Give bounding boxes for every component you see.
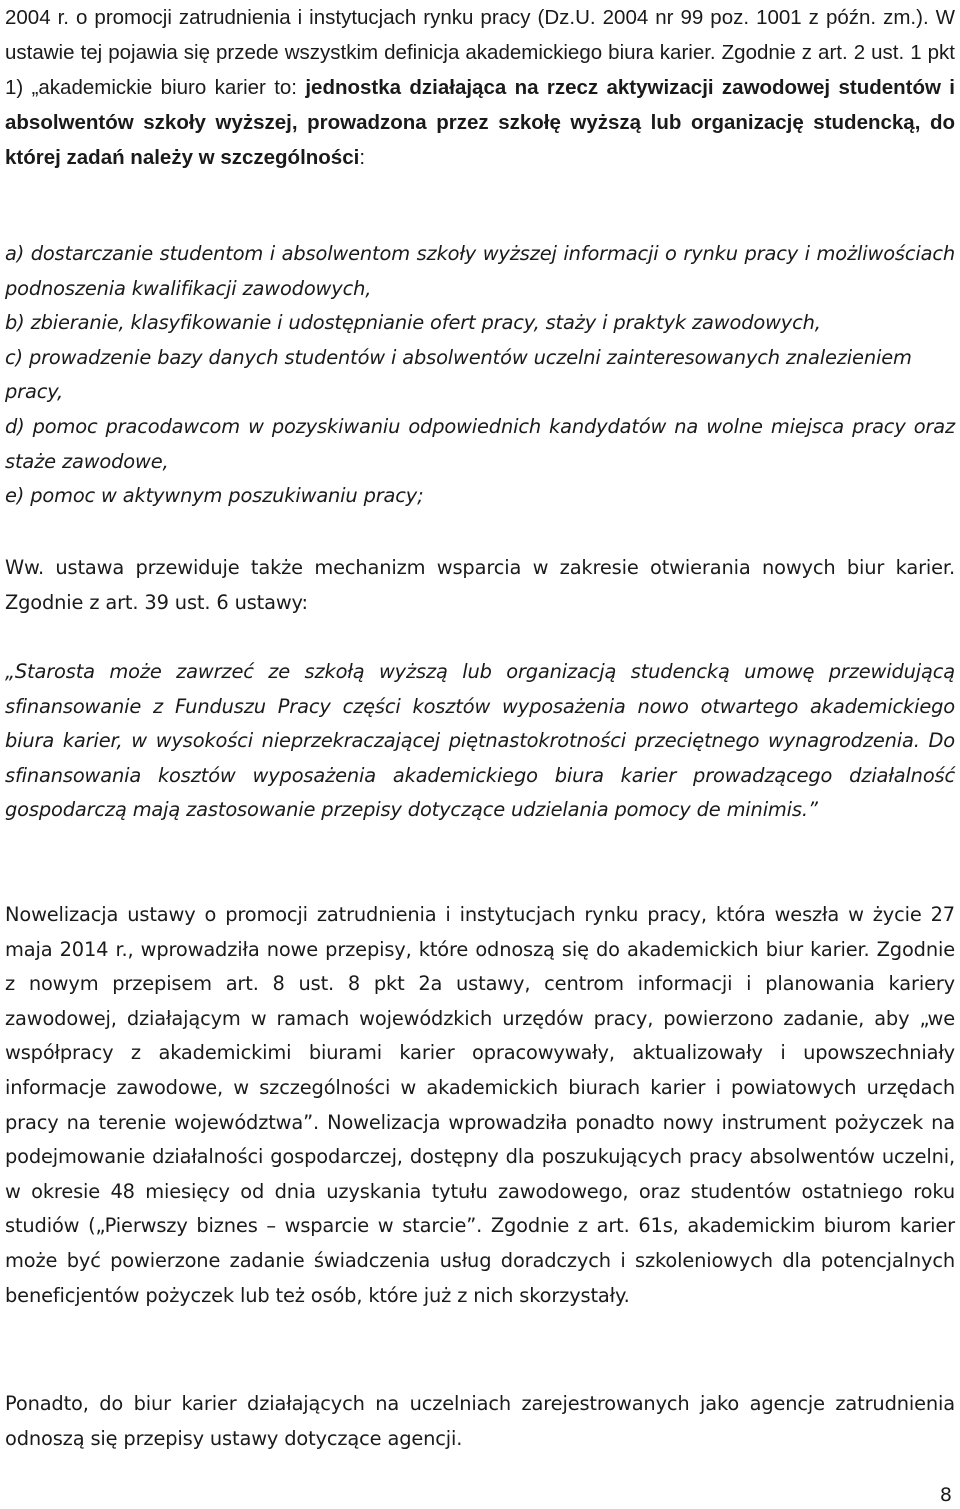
task-item-a: a) dostarczanie studentom i absolwentom szkoły wyższej informacji o rynku pracy i możliwościach podnoszenia kwalifikacji zawodowych, [5,242,955,300]
task-item-d: d) pomoc pracodawcom w pozyskiwaniu odpowiednich kandydatów na wolne miejsca pracy oraz staże zawodowe, [5,414,955,473]
quote-paragraph: „Starosta może zawrzeć ze szkołą wyższą lub organizacją studencką umowę przewidującą sfinansowanie z Funduszu Pracy części kosztów wyposażenia nowo otwartego akademickiego biura karier, w wysokości nieprzekraczającej piętnastokrotności przeciętnego wynagrodzenia. Do sfinansowania kosztów wyposażenia akademickiego biura karier prowadzącego działalność gospodarczą mają zastosowanie przepisy dotyczące udzielania pomocy de minimis.” [5,660,955,822]
task-item-b: b) zbieranie, klasyfikowanie i udostępnianie ofert pracy, staży i praktyk zawodowych, [5,311,821,335]
task-item-c: c) prowadzenie bazy danych studentów i absolwentów uczelni zainteresowanych znalezieniem pracy, [5,345,912,404]
tasks-list [5,237,955,514]
page-number: 8 [939,1484,952,1506]
amendment-paragraph: Nowelizacja ustawy o promocji zatrudnienia i instytucjach rynku pracy, która weszła w życie 27 maja 2014 r., wprowadziła nowe przepisy, które odnoszą się do akademickich biur karier. Zgodnie z nowym przepisem art. 8 ust. 8 pkt 2a ustawy, centrom informacji i planowania kariery zawodowej, działającym w ramach wojewódzkich urzędów pracy, powierzono zadanie, aby „we współpracy z akademickimi biurami karier opracowywały, aktualizowały i upowszechniały informacje zawodowe, w szczególności w akademickich biurach karier i powiatowych urzędach pracy na terenie województwa”. Nowelizacja wprowadziła ponadto nowy instrument pożyczek na podejmowanie działalności gospodarczej, dostępny dla poszukujących pracy absolwentów uczelni, w okresie 48 miesięcy od dnia uzyskania tytułu zawodowego, oraz studentów ostatniego roku studiów („Pierwszy biznes – wsparcie w starcie”. Zgodnie z art. 61s, akademickim biurom karier może być powierzone zadanie świadczenia usług doradczych i szkoleniowych dla potencjalnych beneficjentów pożyczek lub też osób, które już z nich skorzystały. [5,903,955,1307]
intro-plain-text: 2004 r. o promocji zatrudnienia i instytucjach rynku pracy (Dz.U. 2004 nr 99 poz. 1001 z późn. zm.). W ustawie tej pojawia się przede wszystkim definicja akademickiego biura karier. Zgodnie z art. 2 ust. 1 pkt 1) „akademickie biuro karier to: [5,6,955,99]
agencies-paragraph: Ponadto, do biur karier działających na uczelniach zarejestrowanych jako agencje zatrudnienia odnoszą się przepisy ustawy dotyczące agencji. [5,1392,955,1450]
intro-paragraph [5,0,955,175]
intro-bold-definition: jednostka działająca na rzecz aktywizacji zawodowej studentów i absolwentów szkoły wyższej, prowadzona przez szkołę wyższą lub organizację studencką, do której zadań należy w szczególności [5,76,955,169]
support-paragraph: Ww. ustawa przewiduje także mechanizm wsparcia w zakresie otwierania nowych biur karier. Zgodnie z art. 39 ust. 6 ustawy: [5,556,955,614]
task-item-e: e) pomoc w aktywnym poszukiwaniu pracy; [5,484,424,508]
intro-tail: : [359,146,366,169]
